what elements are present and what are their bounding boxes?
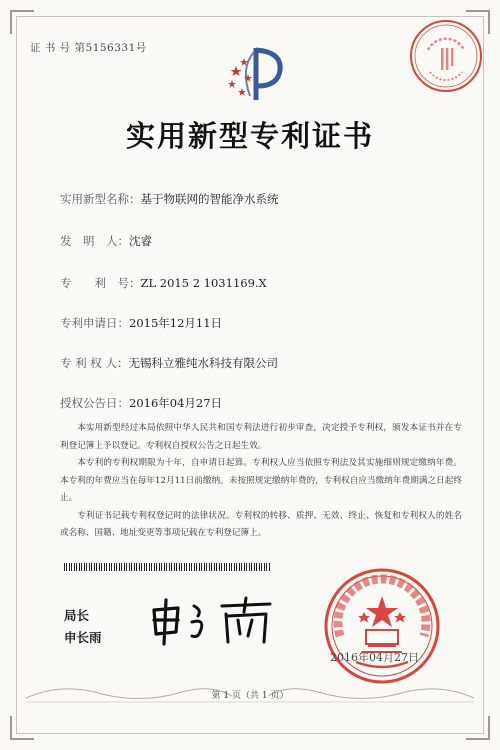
page-number: 第 1 页（共 1 页） xyxy=(211,691,289,701)
field-label: 专利申请日： xyxy=(60,316,129,330)
certificate-number: 证 书 号 第5156331号 xyxy=(30,42,147,54)
field-label: 授权公告日： xyxy=(60,396,129,410)
field-label: 实用新型名称： xyxy=(60,192,141,206)
large-official-seal xyxy=(322,566,442,686)
barcode xyxy=(64,563,270,571)
body-paragraph: 本实用新型经过本局依照中华人民共和国专利法进行初步审查，决定授予专利权，颁发本证书并在专利登记簿上予以登记。专利权自授权公告之日起生效。 xyxy=(60,423,462,451)
grant-date-field xyxy=(60,395,222,411)
inventor-field xyxy=(60,233,152,249)
field-value: 沈睿 xyxy=(129,234,152,248)
field-value: 2015年12月11日 xyxy=(129,316,223,330)
director-name: 申长雨 xyxy=(64,630,102,645)
body-paragraph: 专利证书记载专利权登记时的法律状况。专利权的转移、质押、无效、终止、恢复和专利权人的姓名或名称、国籍、地址变更等事项记载在专利登记簿上。 xyxy=(60,510,462,538)
filing-date-field xyxy=(60,315,222,331)
certificate-title: 实用新型专利证书 xyxy=(125,119,374,153)
patentee-field xyxy=(60,355,278,371)
small-official-seal xyxy=(408,18,484,94)
field-value: 2016年04月27日 xyxy=(129,396,223,410)
corner-ornament xyxy=(10,716,34,740)
patent-office-emblem-icon xyxy=(222,44,288,108)
corner-ornament xyxy=(466,716,490,740)
issue-date: 2016年04月27日 xyxy=(330,651,419,664)
certificate-body xyxy=(60,420,462,543)
utility-model-name-field xyxy=(60,191,279,207)
field-label: 专 利 权 人： xyxy=(60,356,129,370)
field-value: ZL 2015 2 1031169.X xyxy=(140,276,267,290)
field-label: 发 明 人： xyxy=(60,234,129,248)
patent-number-field xyxy=(60,275,267,291)
field-value: 基于物联网的智能净水系统 xyxy=(140,192,279,206)
director-title: 局长 xyxy=(64,608,90,623)
body-paragraph: 本专利的专利权期限为十年，自申请日起算。专利权人应当依照专利法及其实施细则规定缴纳年费。本专利的年费应当在每年12月11日前缴纳。未按照规定缴纳年费的，专利权自应当缴纳年费期满之日起终止。 xyxy=(60,458,462,503)
field-label: 专 利 号： xyxy=(60,276,141,290)
director-signature xyxy=(148,592,278,648)
corner-ornament xyxy=(10,10,34,34)
field-value: 无锡科立雅纯水科技有限公司 xyxy=(128,356,278,370)
